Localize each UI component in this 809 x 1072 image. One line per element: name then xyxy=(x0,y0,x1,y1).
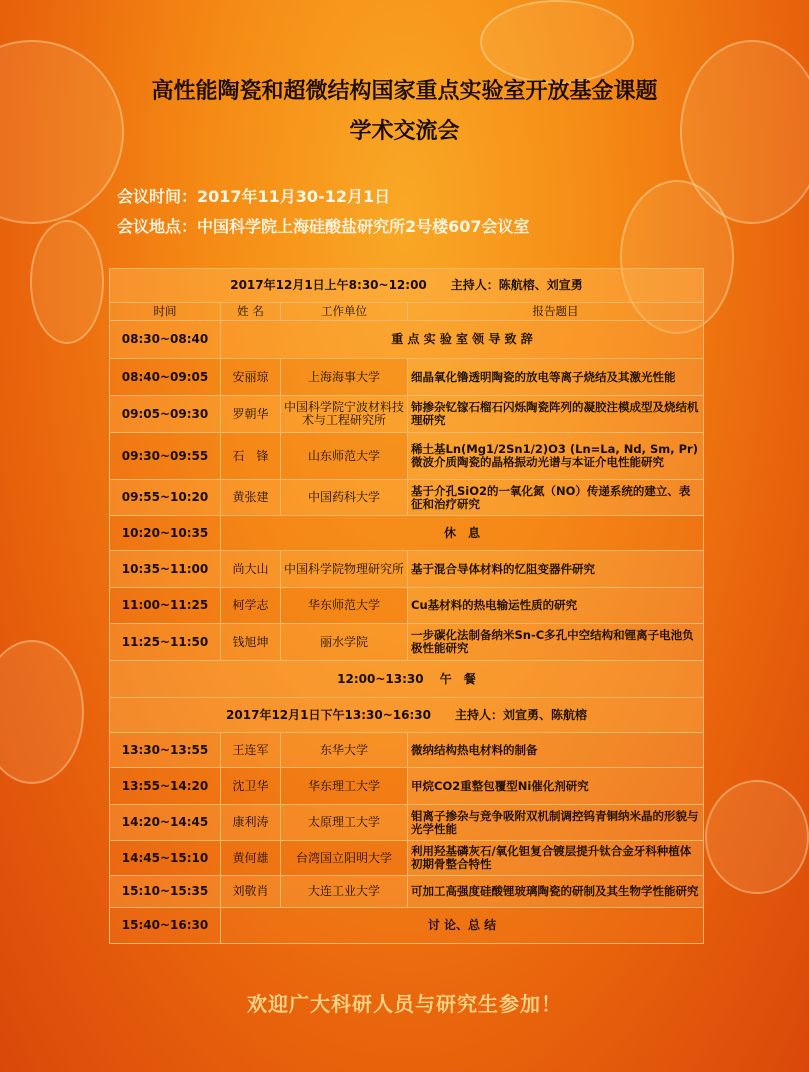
cell-name: 黄何雄 xyxy=(221,841,281,876)
cell-unit: 东华大学 xyxy=(281,733,408,768)
cell-unit: 上海海事大学 xyxy=(281,359,408,396)
break-label: 休 息 xyxy=(221,516,704,551)
table-row xyxy=(110,733,704,768)
col-header-unit: 工作单位 xyxy=(281,303,408,321)
cell-topic: 利用羟基磷灰石/氧化钽复合镀层提升钛合金牙科种植体初期骨整合特性 xyxy=(408,841,704,876)
welcome-footer: 欢迎广大科研人员与研究生参加！ xyxy=(247,992,562,1016)
cell-topic: 一步碳化法制备纳米Sn-C多孔中空结构和锂离子电池负极性能研究 xyxy=(408,624,704,661)
bokeh-circle xyxy=(480,0,634,84)
page-subtitle: 学术交流会 xyxy=(349,119,460,144)
col-header-name: 姓 名 xyxy=(221,303,281,321)
cell-topic: 微纳结构热电材料的制备 xyxy=(408,733,704,768)
cell-topic: 可加工高强度硅酸锂玻璃陶瓷的研制及其生物学性能研究 xyxy=(408,876,704,908)
cell-time: 08:40~09:05 xyxy=(110,359,221,396)
col-header-topic: 报告题目 xyxy=(408,303,704,321)
cell-name: 沈卫华 xyxy=(221,768,281,805)
cell-time: 15:40~16:30 xyxy=(110,908,221,944)
cell-topic: Cu基材料的热电输运性质的研究 xyxy=(408,588,704,624)
cell-time: 13:30~13:55 xyxy=(110,733,221,768)
table-row xyxy=(110,841,704,876)
cell-topic: 甲烷CO2重整包覆型Ni催化剂研究 xyxy=(408,768,704,805)
cell-name: 安丽琼 xyxy=(221,359,281,396)
cell-name: 刘敬肖 xyxy=(221,876,281,908)
bokeh-circle xyxy=(30,220,104,344)
cell-unit: 台湾国立阳明大学 xyxy=(281,841,408,876)
cell-name: 黄张建 xyxy=(221,480,281,516)
table-row xyxy=(110,433,704,480)
table-row xyxy=(110,588,704,624)
cell-name: 罗朝华 xyxy=(221,396,281,433)
cell-unit: 中国科学院物理研究所 xyxy=(281,551,408,588)
cell-topic: 稀土基Ln(Mg1/2Sn1/2)O3 (Ln=La, Nd, Sm, Pr)微波介质陶瓷的晶格振动光谱与本证介电性能研究 xyxy=(408,433,704,480)
cell-time: 14:20~14:45 xyxy=(110,805,221,841)
bokeh-circle xyxy=(705,780,809,894)
cell-name: 钱旭坤 xyxy=(221,624,281,661)
table-row xyxy=(110,768,704,805)
cell-unit: 大连工业大学 xyxy=(281,876,408,908)
cell-time: 09:05~09:30 xyxy=(110,396,221,433)
cell-time: 09:30~09:55 xyxy=(110,433,221,480)
cell-unit: 山东师范大学 xyxy=(281,433,408,480)
table-row xyxy=(110,359,704,396)
cell-time: 11:25~11:50 xyxy=(110,624,221,661)
cell-time: 09:55~10:20 xyxy=(110,480,221,516)
cell-name: 柯学志 xyxy=(221,588,281,624)
page-title: 高性能陶瓷和超微结构国家重点实验室开放基金课题 xyxy=(151,79,658,104)
cell-unit: 中国科学院宁波材料技术与工程研究所 xyxy=(281,396,408,433)
table-row xyxy=(110,624,704,661)
opening-speech: 重 点 实 验 室 领 导 致 辞 xyxy=(221,321,704,359)
cell-time: 08:30~08:40 xyxy=(110,321,221,359)
table-row xyxy=(110,805,704,841)
table-row xyxy=(110,480,704,516)
cell-time: 14:45~15:10 xyxy=(110,841,221,876)
cell-topic: 钼离子掺杂与竞争吸附双机制调控钨青铜纳米晶的形貌与光学性能 xyxy=(408,805,704,841)
cell-topic: 细晶氧化镥透明陶瓷的放电等离子烧结及其激光性能 xyxy=(408,359,704,396)
cell-topic: 基于混合导体材料的忆阻变器件研究 xyxy=(408,551,704,588)
cell-time: 11:00~11:25 xyxy=(110,588,221,624)
cell-unit: 太原理工大学 xyxy=(281,805,408,841)
session-header: 2017年12月1日下午13:30~16:30 主持人：刘宣勇、陈航榕 xyxy=(110,698,704,733)
meeting-place: 会议地点：中国科学院上海硅酸盐研究所2号楼607会议室 xyxy=(117,217,530,236)
cell-unit: 华东师范大学 xyxy=(281,588,408,624)
session-header: 2017年12月1日上午8:30~12:00 主持人：陈航榕、刘宣勇 xyxy=(110,269,704,303)
cell-time: 15:10~15:35 xyxy=(110,876,221,908)
discussion-label: 讨 论、总 结 xyxy=(221,908,704,944)
cell-unit: 丽水学院 xyxy=(281,624,408,661)
table-row xyxy=(110,551,704,588)
table-row xyxy=(110,396,704,433)
cell-name: 尚大山 xyxy=(221,551,281,588)
cell-unit: 华东理工大学 xyxy=(281,768,408,805)
table-row xyxy=(110,876,704,908)
bokeh-circle xyxy=(0,640,84,784)
cell-unit: 中国药科大学 xyxy=(281,480,408,516)
meeting-time: 会议时间：2017年11月30-12月1日 xyxy=(117,187,391,206)
cell-name: 石 锋 xyxy=(221,433,281,480)
cell-time: 13:55~14:20 xyxy=(110,768,221,805)
cell-time: 10:35~11:00 xyxy=(110,551,221,588)
cell-name: 康利涛 xyxy=(221,805,281,841)
schedule-table xyxy=(109,268,704,944)
col-header-time: 时间 xyxy=(110,303,221,321)
lunch-break: 12:00~13:30 午 餐 xyxy=(110,661,704,698)
cell-topic: 铈掺杂钇镓石榴石闪烁陶瓷阵列的凝胶注模成型及烧结机理研究 xyxy=(408,396,704,433)
cell-topic: 基于介孔SiO2的一氧化氮（NO）传递系统的建立、表征和治疗研究 xyxy=(408,480,704,516)
cell-time: 10:20~10:35 xyxy=(110,516,221,551)
cell-name: 王连军 xyxy=(221,733,281,768)
